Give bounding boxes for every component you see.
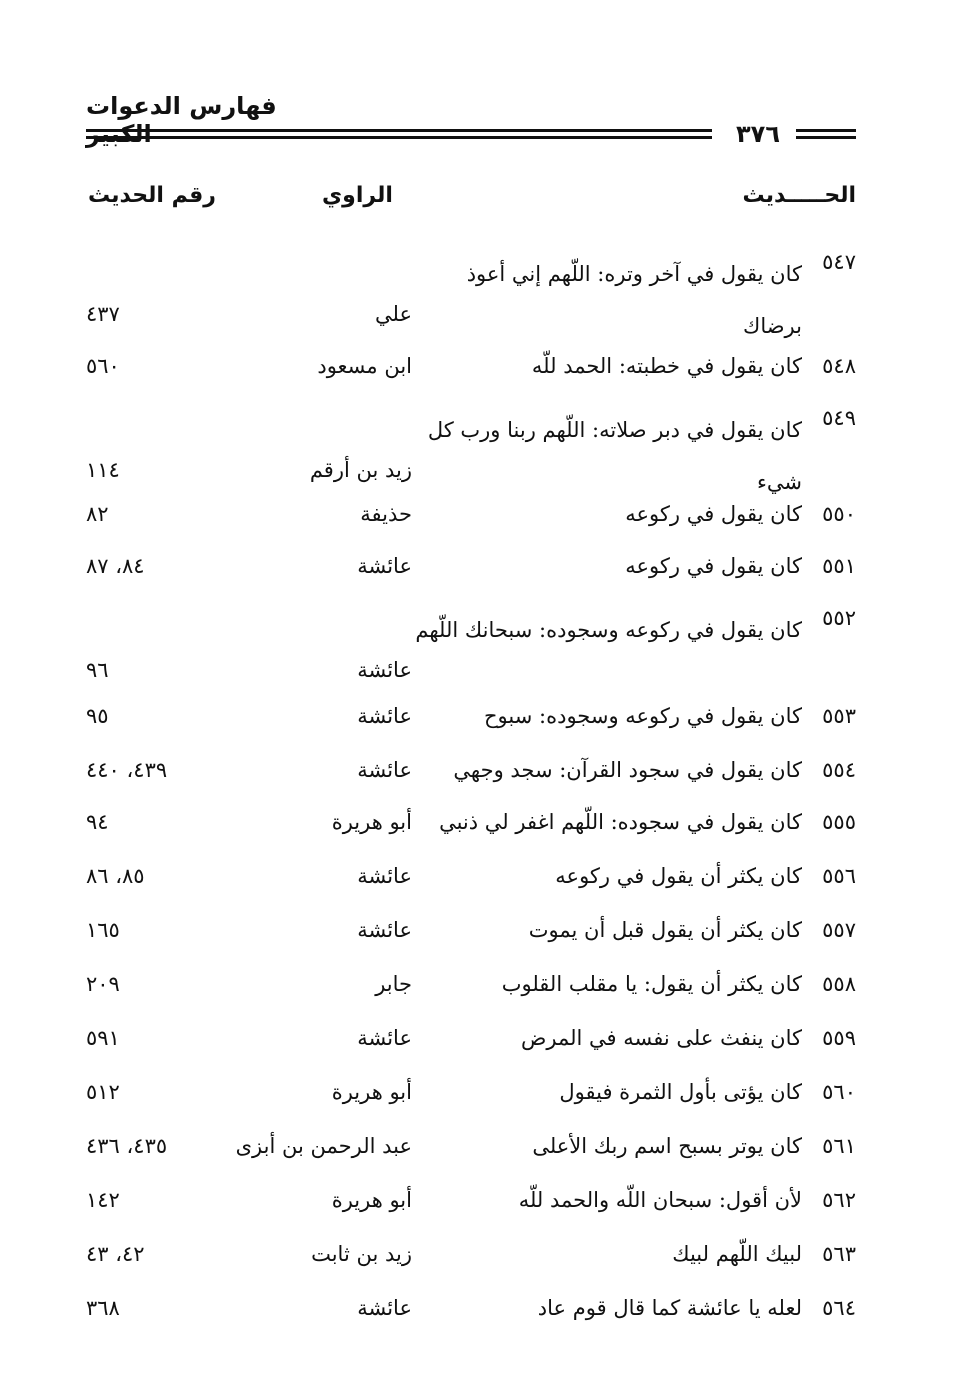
hadith-text: كان يقول في ركوعه <box>625 554 802 578</box>
entry-number: ٥٤٩ <box>822 406 856 430</box>
hadith-text: كان يقول في سجود القرآن: سجد وجهي <box>453 758 802 782</box>
narrator: أبو هريرة <box>331 810 412 834</box>
hadith-reference-number: ٨٥، ٨٦ <box>86 864 145 888</box>
narrator: عائشة <box>357 758 412 782</box>
column-header-hadith: الحـــــديث <box>742 183 856 208</box>
table-row <box>0 352 954 404</box>
narrator: جابر <box>375 972 412 996</box>
narrator: علي <box>375 302 412 326</box>
entry-number: ٥٥١ <box>822 554 856 578</box>
narrator: عائشة <box>357 918 412 942</box>
hadith-reference-number: ٩٦ <box>86 658 109 682</box>
hadith-text: كان ينفث على نفسه في المرض <box>521 1026 802 1050</box>
narrator: زيد بن ثابت <box>311 1242 412 1266</box>
hadith-text: كان يؤتى بأول الثمرة فيقول <box>559 1080 802 1104</box>
table-row <box>0 1186 954 1238</box>
hadith-reference-number: ٥٩١ <box>86 1026 120 1050</box>
hadith-reference-number: ٩٥ <box>86 704 109 728</box>
hadith-reference-number: ١٤٢ <box>86 1188 120 1212</box>
narrator: ابن مسعود <box>317 354 412 378</box>
hadith-reference-number: ٥١٢ <box>86 1080 120 1104</box>
hadith-text: كان يقول في دبر صلاته: اللّهم ربنا ورب كل شيء <box>427 418 802 494</box>
table-row <box>0 552 954 604</box>
narrator: زيد بن أرقم <box>309 458 412 482</box>
table-row <box>0 808 954 860</box>
hadith-reference-number: ٤٣٧ <box>86 302 120 326</box>
hadith-reference-number: ٢٠٩ <box>86 972 120 996</box>
table-row <box>0 1240 954 1292</box>
narrator: عبد الرحمن بن أبزى <box>235 1134 412 1158</box>
hadith-reference-number: ١٦٥ <box>86 918 120 942</box>
entry-number: ٥٦٢ <box>822 1188 856 1212</box>
narrator: عائشة <box>357 704 412 728</box>
table-row <box>0 404 954 508</box>
hadith-text: كان يقول في ركوعه <box>625 502 802 526</box>
header-double-rule <box>86 129 712 139</box>
entry-number: ٥٦٠ <box>822 1080 856 1104</box>
hadith-reference-number: ٥٦٠ <box>86 354 120 378</box>
entry-number: ٥٥٢ <box>822 606 856 630</box>
table-row <box>0 916 954 968</box>
narrator: حذيفة <box>360 502 412 526</box>
hadith-text: لبيك اللّهم لبيك <box>672 1242 802 1266</box>
table-row <box>0 756 954 808</box>
entry-number: ٥٥٤ <box>822 758 856 782</box>
narrator: أبو هريرة <box>331 1080 412 1104</box>
entry-number: ٥٤٨ <box>822 354 856 378</box>
entry-number: ٥٦١ <box>822 1134 856 1158</box>
narrator: عائشة <box>357 658 412 682</box>
hadith-text: لعله يا عائشة كما قال قوم عاد <box>537 1296 802 1320</box>
narrator: أبو هريرة <box>331 1188 412 1212</box>
table-row <box>0 248 954 352</box>
hadith-reference-number: ٨٤، ٨٧ <box>86 554 145 578</box>
table-row <box>0 1132 954 1184</box>
table-row <box>0 1078 954 1130</box>
hadith-text: كان يقول في خطبته: الحمد للّه <box>531 354 802 378</box>
table-row <box>0 500 954 552</box>
entry-number: ٥٥٦ <box>822 864 856 888</box>
hadith-text: كان يقول في آخر وتره: اللّهم إني أعوذ برضاك <box>466 262 802 338</box>
hadith-text: كان يوتر بسبح اسم ربك الأعلى <box>532 1134 802 1158</box>
entry-number: ٥٥٠ <box>822 502 856 526</box>
table-row <box>0 862 954 914</box>
entry-number: ٥٦٤ <box>822 1296 856 1320</box>
column-header-hadith-number: رقم الحديث <box>88 183 216 208</box>
page-number: ٣٧٦ <box>736 120 780 148</box>
entry-number: ٥٥٩ <box>822 1026 856 1050</box>
hadith-text: كان يقول في ركوعه وسجوده: سبحانك اللّهم <box>415 618 802 642</box>
table-row <box>0 1294 954 1346</box>
page-number-rule <box>796 129 856 139</box>
running-title: فهارس الدعوات الكبير <box>86 92 277 148</box>
entry-number: ٥٤٧ <box>822 250 856 274</box>
hadith-reference-number: ٣٦٨ <box>86 1296 120 1320</box>
table-row <box>0 702 954 754</box>
hadith-text: كان يكثر أن يقول في ركوعه <box>555 864 802 888</box>
hadith-text: كان يكثر أن يقول قبل أن يموت <box>528 918 802 942</box>
hadith-reference-number: ٤٣٩، ٤٤٠ <box>86 758 168 782</box>
column-header-narrator: الراوي <box>322 183 393 208</box>
narrator: عائشة <box>357 554 412 578</box>
entry-number: ٥٥٧ <box>822 918 856 942</box>
table-row <box>0 604 954 708</box>
entry-number: ٥٥٨ <box>822 972 856 996</box>
entry-number: ٥٦٣ <box>822 1242 856 1266</box>
table-row <box>0 1024 954 1076</box>
hadith-reference-number: ٤٢، ٤٣ <box>86 1242 145 1266</box>
entry-number: ٥٥٣ <box>822 704 856 728</box>
narrator: عائشة <box>357 1296 412 1320</box>
entry-number: ٥٥٥ <box>822 810 856 834</box>
narrator: عائشة <box>357 1026 412 1050</box>
hadith-text: كان يقول في ركوعه وسجوده: سبوح <box>484 704 802 728</box>
narrator: عائشة <box>357 864 412 888</box>
hadith-reference-number: ٩٤ <box>86 810 109 834</box>
hadith-reference-number: ٨٢ <box>86 502 109 526</box>
table-row <box>0 970 954 1022</box>
hadith-text: لأن أقول: سبحان اللّه والحمد للّه <box>518 1188 802 1212</box>
hadith-reference-number: ١١٤ <box>86 458 120 482</box>
hadith-reference-number: ٤٣٥، ٤٣٦ <box>86 1134 168 1158</box>
hadith-text: كان يكثر أن يقول: يا مقلب القلوب <box>501 972 802 996</box>
hadith-text: كان يقول في سجوده: اللّهم اغفر لي ذنبي <box>439 810 802 834</box>
